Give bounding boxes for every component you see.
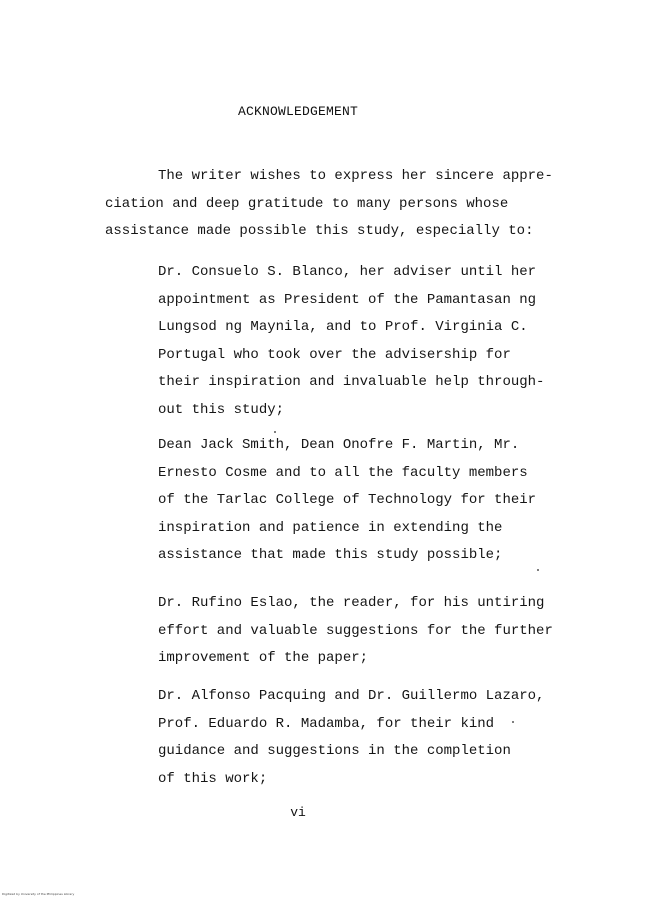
paragraph-line: assistance that made this study possible; [158,547,503,564]
paragraph-line: appointment as President of the Pamantasan ng [158,291,537,308]
paragraph-line: Lungsod ng Maynila, and to Prof. Virginia C. [158,319,528,336]
paragraph-line: Prof. Eduardo R. Madamba, for their kind [158,715,495,732]
intro-line: The writer wishes to express her sincere appre- [158,168,553,184]
intro-line: assistance made possible this study, especially to: [105,223,534,240]
intro-paragraph [105,163,553,246]
paragraph-line: inspiration and patience in extending the [158,519,503,536]
paragraph-line: effort and valuable suggestions for the further [158,622,553,639]
page-number: vi [290,805,306,820]
footer-watermark: Digitized by University of the Philippines Library [2,892,75,896]
paragraph-line: Dr. Alfonso Pacquing and Dr. Guillermo Lazaro, [158,688,545,704]
paragraph-line: of this work; [158,770,268,787]
intro-line: ciation and deep gratitude to many persons whose [105,195,509,212]
paragraph-line: guidance and suggestions in the completion [158,743,511,760]
acknowledgement-paragraph-eslao [158,590,553,673]
paragraph-line: out this study; [158,401,285,418]
paragraph-line: improvement of the paper; [158,650,369,667]
paragraph-line: their inspiration and invaluable help through- [158,374,545,391]
paragraph-line: Dr. Rufino Eslao, the reader, for his untiring [158,595,545,611]
paragraph-line: Dean Jack Smith, Dean Onofre F. Martin, Mr. [158,437,520,453]
paragraph-line: Portugal who took over the advisership for [158,346,511,363]
paragraph-line: Ernesto Cosme and to all the faculty members [158,464,528,481]
acknowledgement-paragraph-smith [158,432,536,570]
scan-speck [274,431,276,433]
paragraph-line: Dr. Consuelo S. Blanco, her adviser until her [158,264,537,280]
acknowledgement-paragraph-pacquing [158,683,544,793]
page-title: ACKNOWLEDGEMENT [237,104,359,119]
scan-speck [537,569,539,571]
paragraph-line: of the Tarlac College of Technology for their [158,492,537,509]
scan-speck [512,721,514,723]
acknowledgement-paragraph-blanco [158,259,544,425]
